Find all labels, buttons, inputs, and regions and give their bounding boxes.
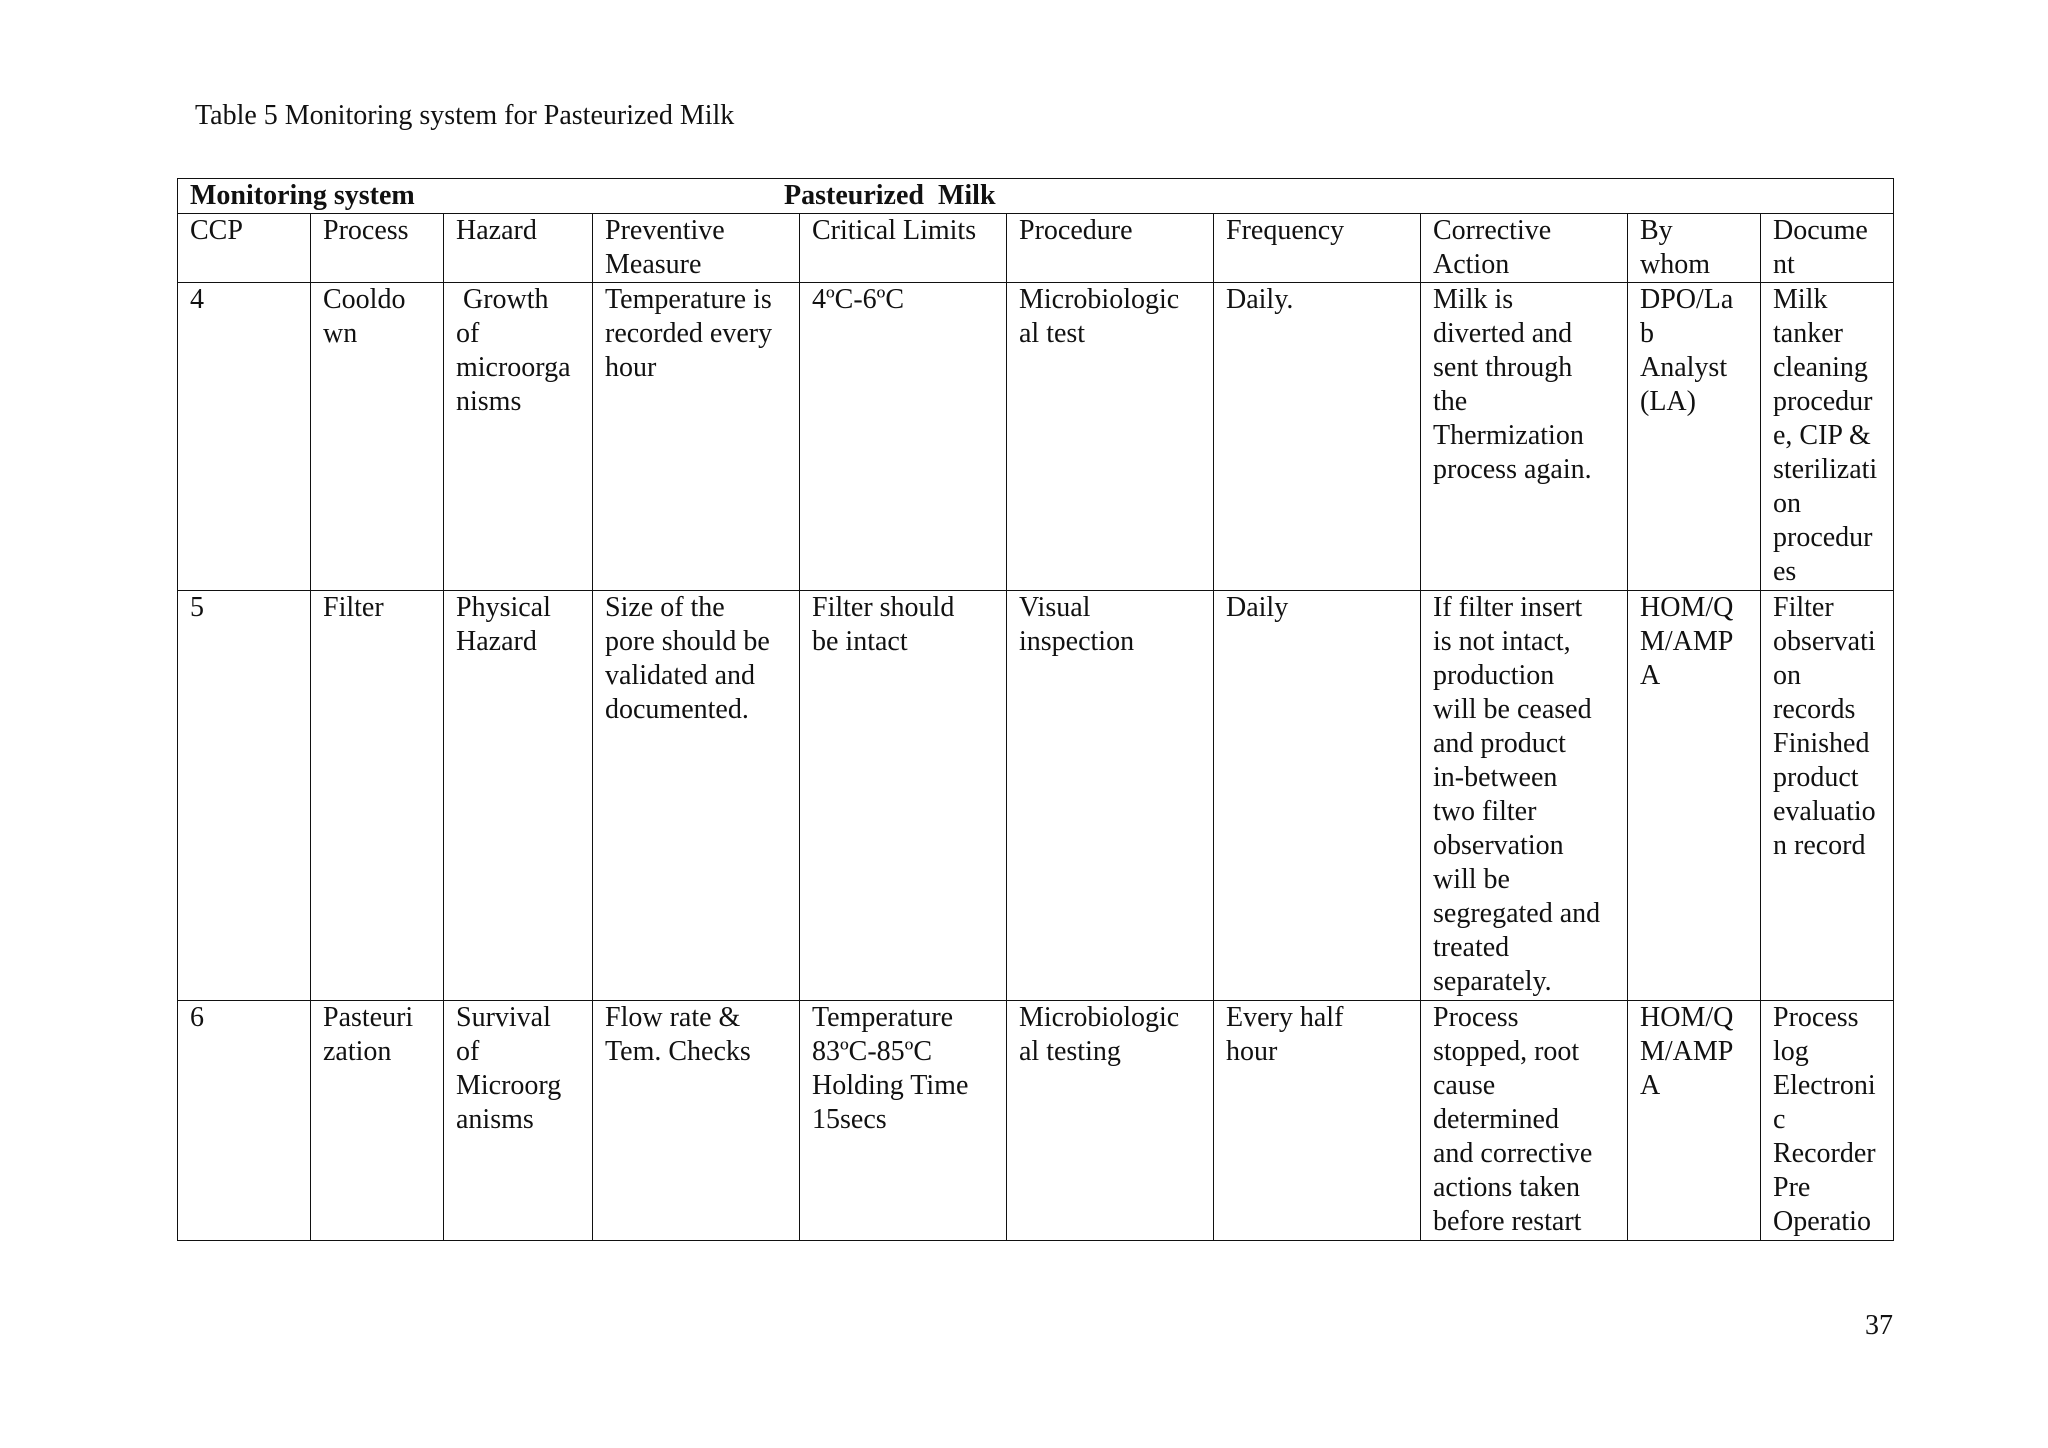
cell-text-line: diverted and (1433, 318, 1573, 349)
cell-text-line: in-between (1433, 762, 1558, 793)
cell-text-line: Pasteuri (323, 1002, 414, 1033)
table-cell (1421, 1001, 1628, 1241)
cell-text-line: actions taken (1433, 1172, 1580, 1203)
cell-text-line: al testing (1019, 1036, 1121, 1067)
cell-text-line: nisms (456, 386, 522, 417)
cell-text-line: of (456, 318, 480, 349)
column-header (1007, 214, 1214, 283)
cell-text-line: Process (1773, 1002, 1859, 1033)
cell-text-line: be intact (812, 626, 908, 657)
cell-text-line: 4 (190, 284, 204, 315)
product-label: Pasteurized Milk (784, 180, 996, 211)
column-header (444, 214, 593, 283)
column-header (311, 214, 444, 283)
table-cell (1761, 591, 1894, 1001)
cell-text-line: Growth (456, 284, 549, 315)
cell-text-line: anisms (456, 1104, 534, 1135)
table-cell (444, 1001, 593, 1241)
cell-text-line: records (1773, 694, 1856, 725)
cell-text-line: Filter (323, 592, 384, 623)
table-cell (1421, 591, 1628, 1001)
column-header (1761, 214, 1894, 283)
column-header (593, 214, 800, 283)
cell-text-line: observation (1433, 830, 1564, 861)
cell-text-line: hour (605, 352, 657, 383)
monitoring-system-label: Monitoring system (190, 180, 415, 211)
cell-text-line: recorded every (605, 318, 773, 349)
cell-text-line: Preventive (605, 215, 725, 246)
cell-text-line: By (1640, 215, 1673, 246)
cell-text-line: product (1773, 762, 1859, 793)
cell-text-line: (LA) (1640, 386, 1696, 417)
cell-text-line: Procedure (1019, 215, 1133, 246)
table-cell (444, 283, 593, 591)
column-header (1628, 214, 1761, 283)
cell-text-line: Process (1433, 1002, 1519, 1033)
table-cell (1214, 283, 1421, 591)
cell-text-line: evaluatio (1773, 796, 1876, 827)
cell-text-line: 83ºC-85ºC (812, 1036, 933, 1067)
cell-text-line: Size of the (605, 592, 725, 623)
column-header (800, 214, 1007, 283)
table-cell (1007, 591, 1214, 1001)
cell-text-line: Microbiologic (1019, 1002, 1180, 1033)
table-caption: Table 5 Monitoring system for Pasteurized Milk (195, 100, 735, 131)
table-cell (1214, 591, 1421, 1001)
column-header-row (178, 214, 1894, 283)
cell-text-line: wn (323, 318, 358, 349)
table-cell (178, 283, 311, 591)
table-cell (1628, 283, 1761, 591)
cell-text-line: Process (323, 215, 409, 246)
cell-text-line: production (1433, 660, 1555, 691)
cell-text-line: Corrective (1433, 215, 1552, 246)
cell-text-line: sent through (1433, 352, 1573, 383)
cell-text-line: nt (1773, 249, 1795, 280)
cell-text-line: HOM/Q (1640, 592, 1734, 623)
table-title-cell (178, 179, 1894, 214)
cell-text-line: Operatio (1773, 1206, 1871, 1237)
cell-text-line: CCP (190, 215, 243, 246)
cell-text-line: Microbiologic (1019, 284, 1180, 315)
cell-text-line: microorga (456, 352, 571, 383)
cell-text-line: Microorg (456, 1070, 562, 1101)
cell-text-line: the (1433, 386, 1468, 417)
table-cell (800, 591, 1007, 1001)
cell-text-line: Physical (456, 592, 551, 623)
cell-text-line: Visual (1019, 592, 1091, 623)
cell-text-line: 4ºC-6ºC (812, 284, 905, 315)
cell-text-line: zation (323, 1036, 392, 1067)
cell-text-line: process again. (1433, 454, 1592, 485)
table-row (178, 283, 1894, 591)
column-header (1214, 214, 1421, 283)
cell-text-line: Milk (1773, 284, 1828, 315)
cell-text-line: Docume (1773, 215, 1868, 246)
cell-text-line: two filter (1433, 796, 1537, 827)
cell-text-line: Electroni (1773, 1070, 1876, 1101)
cell-text-line: Analyst (1640, 352, 1728, 383)
cell-text-line: documented. (605, 694, 749, 725)
cell-text-line: before restart (1433, 1206, 1582, 1237)
cell-text-line: Milk is (1433, 284, 1514, 315)
cell-text-line: will be (1433, 864, 1510, 895)
cell-text-line: Every half (1226, 1002, 1344, 1033)
column-header (1421, 214, 1628, 283)
table-cell (1421, 283, 1628, 591)
cell-text-line: Pre (1773, 1172, 1811, 1203)
table-cell (311, 591, 444, 1001)
table-cell (593, 1001, 800, 1241)
cell-text-line: Tem. Checks (605, 1036, 751, 1067)
cell-text-line: If filter insert (1433, 592, 1583, 623)
cell-text-line: Measure (605, 249, 702, 280)
cell-text-line: whom (1640, 249, 1710, 280)
column-header (178, 214, 311, 283)
cell-text-line: Cooldo (323, 284, 406, 315)
cell-text-line: will be ceased (1433, 694, 1592, 725)
monitoring-table (177, 178, 1894, 1241)
cell-text-line: stopped, root (1433, 1036, 1580, 1067)
cell-text-line: Flow rate & (605, 1002, 741, 1033)
table-cell (593, 591, 800, 1001)
cell-text-line: of (456, 1036, 480, 1067)
cell-text-line: Daily (1226, 592, 1289, 623)
cell-text-line: HOM/Q (1640, 1002, 1734, 1033)
cell-text-line: Recorder (1773, 1138, 1876, 1169)
cell-text-line: and product (1433, 728, 1566, 759)
cell-text-line: Critical Limits (812, 215, 977, 246)
cell-text-line: on (1773, 660, 1801, 691)
cell-text-line: Action (1433, 249, 1510, 280)
table-cell (1214, 1001, 1421, 1241)
cell-text-line: procedur (1773, 386, 1873, 417)
cell-text-line: cleaning (1773, 352, 1868, 383)
cell-text-line: inspection (1019, 626, 1135, 657)
cell-text-line: Hazard (456, 215, 537, 246)
cell-text-line: b (1640, 318, 1654, 349)
cell-text-line: c (1773, 1104, 1786, 1135)
cell-text-line: pore should be (605, 626, 770, 657)
cell-text-line: cause (1433, 1070, 1496, 1101)
table-cell (1007, 283, 1214, 591)
table-cell (1761, 1001, 1894, 1241)
table-cell (178, 1001, 311, 1241)
table-cell (1628, 591, 1761, 1001)
cell-text-line: and corrective (1433, 1138, 1593, 1169)
cell-text-line: Temperature (812, 1002, 954, 1033)
cell-text-line: procedur (1773, 522, 1873, 553)
cell-text-line: Survival (456, 1002, 551, 1033)
cell-text-line: observati (1773, 626, 1876, 657)
table-cell (1761, 283, 1894, 591)
cell-text-line: A (1640, 660, 1661, 691)
table-cell (1007, 1001, 1214, 1241)
cell-text-line: A (1640, 1070, 1661, 1101)
cell-text-line: tanker (1773, 318, 1843, 349)
table-cell (178, 591, 311, 1001)
cell-text-line: Finished (1773, 728, 1870, 759)
cell-text-line: al test (1019, 318, 1086, 349)
table-cell (444, 591, 593, 1001)
cell-text-line: es (1773, 556, 1797, 587)
cell-text-line: M/AMP (1640, 626, 1734, 657)
cell-text-line: Frequency (1226, 215, 1345, 246)
table-cell (800, 1001, 1007, 1241)
cell-text-line: Filter (1773, 592, 1834, 623)
cell-text-line: treated (1433, 932, 1510, 963)
table-row (178, 1001, 1894, 1241)
table-cell (800, 283, 1007, 591)
cell-text-line: Temperature is (605, 284, 772, 315)
cell-text-line: segregated and (1433, 898, 1601, 929)
cell-text-line: 15secs (812, 1104, 887, 1135)
cell-text-line: Filter should (812, 592, 955, 623)
cell-text-line: validated and (605, 660, 756, 691)
cell-text-line: sterilizati (1773, 454, 1878, 485)
cell-text-line: 6 (190, 1002, 204, 1033)
cell-text-line: hour (1226, 1036, 1278, 1067)
table-cell (1628, 1001, 1761, 1241)
cell-text-line: n record (1773, 830, 1866, 861)
cell-text-line: M/AMP (1640, 1036, 1734, 1067)
cell-text-line: on (1773, 488, 1801, 519)
cell-text-line: Thermization (1433, 420, 1584, 451)
table-row (178, 591, 1894, 1001)
cell-text-line: separately. (1433, 966, 1552, 997)
cell-text-line: e, CIP & (1773, 420, 1871, 451)
cell-text-line: 5 (190, 592, 204, 623)
cell-text-line: DPO/La (1640, 284, 1734, 315)
table-title-row (178, 179, 1894, 214)
cell-text-line: log (1773, 1036, 1809, 1067)
table-cell (311, 283, 444, 591)
cell-text-line: Holding Time (812, 1070, 969, 1101)
table-cell (593, 283, 800, 591)
cell-text-line: determined (1433, 1104, 1559, 1135)
page-number: 37 (1865, 1310, 1893, 1341)
table-cell (311, 1001, 444, 1241)
cell-text-line: is not intact, (1433, 626, 1571, 657)
cell-text-line: Daily. (1226, 284, 1294, 315)
cell-text-line: Hazard (456, 626, 537, 657)
